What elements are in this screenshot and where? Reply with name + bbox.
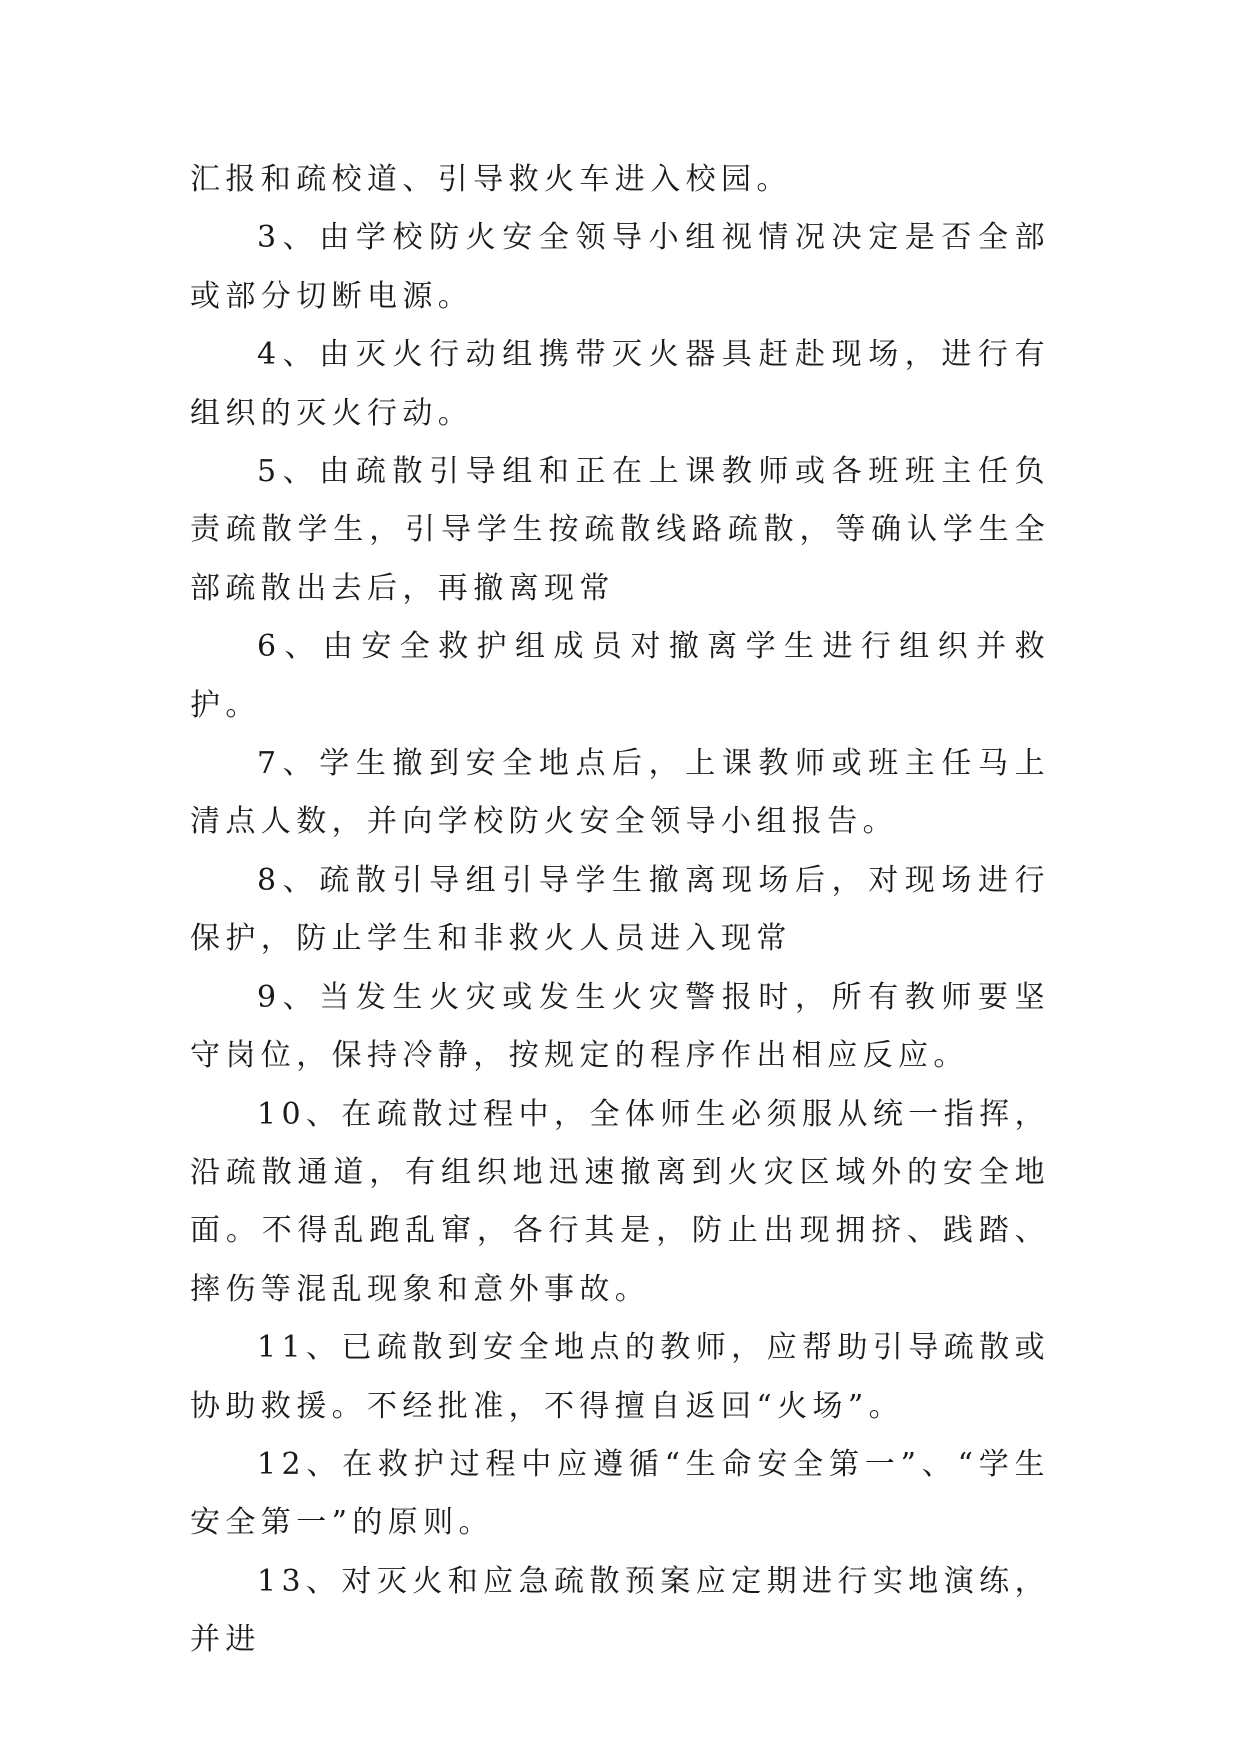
paragraph: 11、已疏散到安全地点的教师，应帮助引导疏散或协助救援。不经批准，不得擅自返回“火场”。 bbox=[190, 1330, 1050, 1424]
paragraph: 8、疏散引导组引导学生撤离现场后，对现场进行保护，防止学生和非救火人员进入现常 bbox=[190, 862, 1050, 957]
paragraph: 汇报和疏校道、引导救火车进入校园。 bbox=[190, 162, 792, 197]
paragraph: 5、由疏散引导组和正在上课教师或各班班主任负责疏散学生，引导学生按疏散线路疏散，等确认学生全部疏散出去后，再撤离现常 bbox=[190, 454, 1050, 606]
paragraph: 10、在疏散过程中，全体师生必须服从统一指挥，沿疏散通道，有组织地迅速撤离到火灾区域外的安全地面。不得乱跑乱窜，各行其是，防止出现拥挤、践踏、摔伤等混乱现象和意外事故。 bbox=[190, 1096, 1050, 1307]
paragraph: 12、在救护过程中应遵循“生命安全第一”、“学生安全第一”的原则。 bbox=[190, 1446, 1050, 1541]
document-body bbox=[190, 151, 1050, 1670]
paragraph: 4、由灭火行动组携带灭火器具赶赴现场，进行有组织的灭火行动。 bbox=[190, 337, 1050, 431]
paragraph: 13、对灭火和应急疏散预案应定期进行实地演练，并进 bbox=[190, 1563, 1050, 1658]
paragraph: 9、当发生火灾或发生火灾警报时，所有教师要坚守岗位，保持冷静，按规定的程序作出相应反应。 bbox=[190, 979, 1050, 1074]
paragraph: 3、由学校防火安全领导小组视情况决定是否全部或部分切断电源。 bbox=[190, 220, 1050, 314]
paragraph: 6、由安全救护组成员对撤离学生进行组织并救护。 bbox=[190, 629, 1050, 723]
paragraph: 7、学生撤到安全地点后，上课教师或班主任马上清点人数，并向学校防火安全领导小组报告。 bbox=[190, 746, 1050, 840]
